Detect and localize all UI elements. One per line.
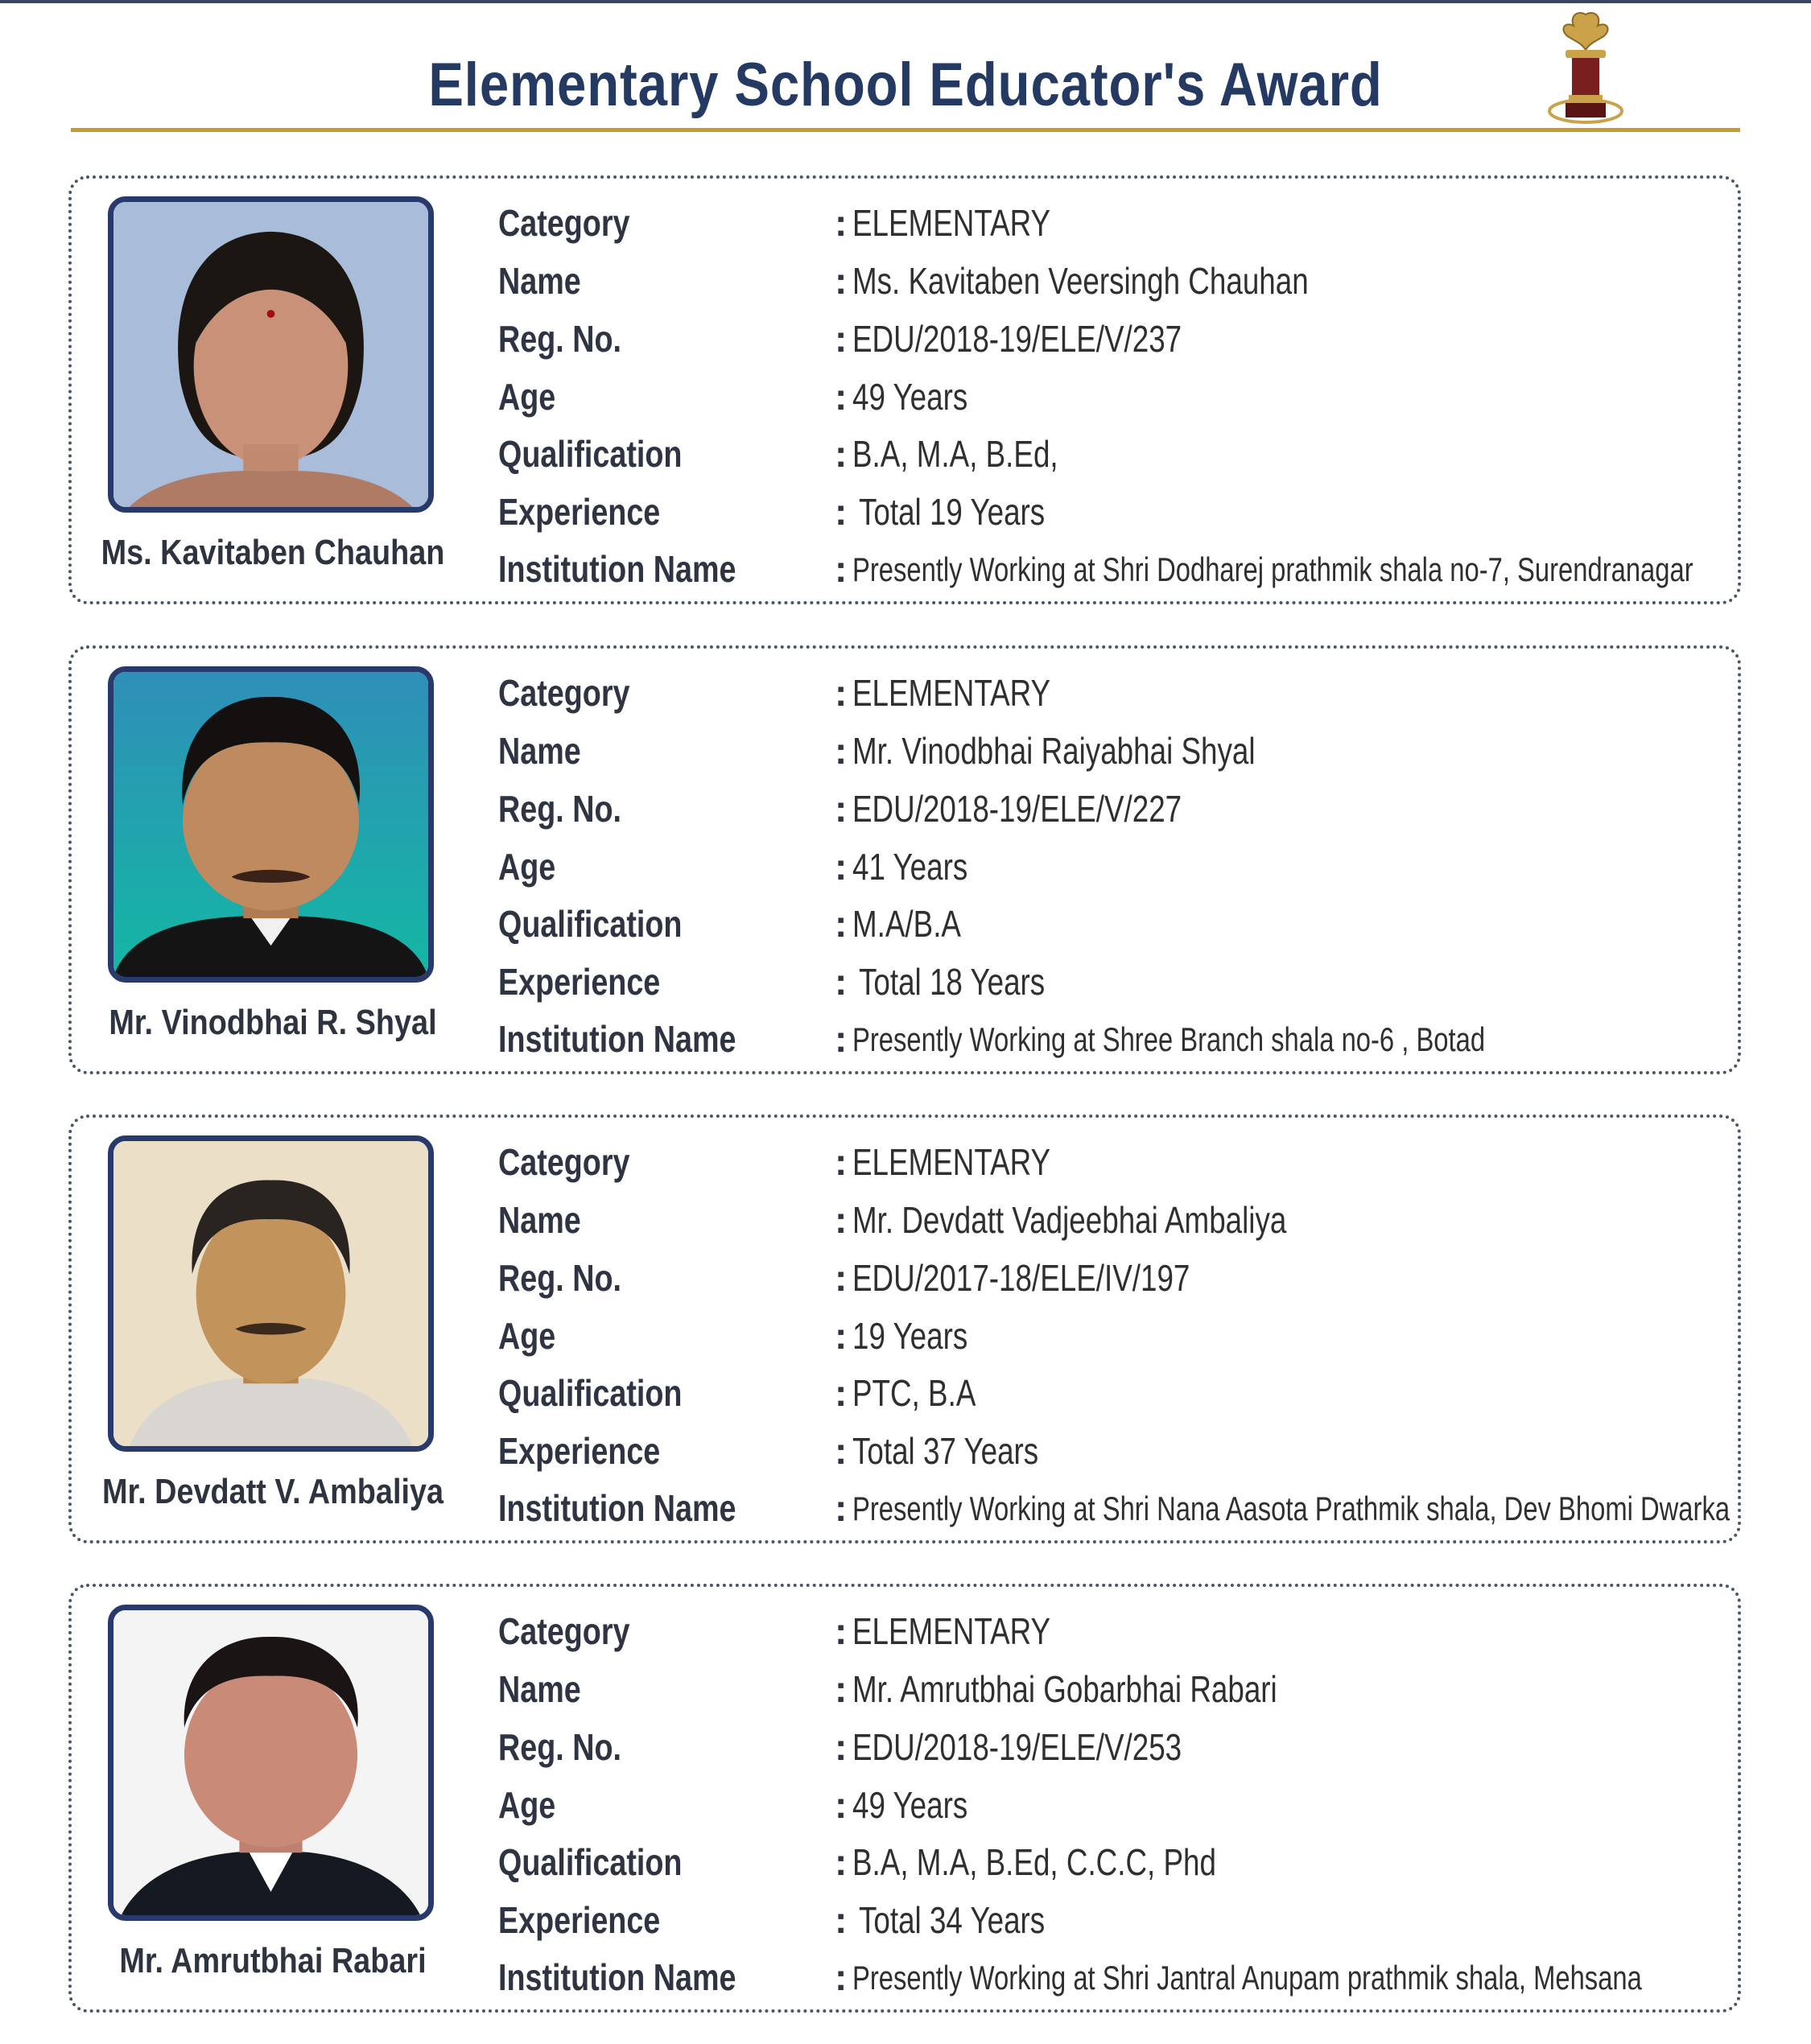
separator: : bbox=[835, 202, 848, 244]
name-label: Name bbox=[498, 730, 581, 772]
experience-label: Experience bbox=[498, 491, 661, 533]
institution-row bbox=[498, 547, 1738, 604]
qualification-row bbox=[498, 1840, 1738, 1897]
experience-label: Experience bbox=[498, 1899, 661, 1941]
reg-no-value: EDU/2018-19/ELE/V/227 bbox=[852, 788, 1182, 830]
category-label: Category bbox=[498, 202, 630, 244]
category-value: ELEMENTARY bbox=[852, 202, 1051, 244]
awardee-photo bbox=[108, 666, 434, 983]
category-value: ELEMENTARY bbox=[852, 1141, 1051, 1183]
name-value: Mr. Devdatt Vadjeebhai Ambaliya bbox=[852, 1199, 1287, 1241]
category-value: ELEMENTARY bbox=[852, 672, 1051, 714]
awardee-card bbox=[68, 1584, 1741, 2013]
separator: : bbox=[835, 548, 848, 590]
qualification-row bbox=[498, 902, 1738, 958]
awardee-caption: Mr. Amrutbhai Rabari bbox=[119, 1941, 427, 1980]
qualification-label: Qualification bbox=[498, 1841, 683, 1883]
page-title: Elementary School Educator's Award bbox=[428, 51, 1383, 119]
age-row bbox=[498, 845, 1738, 901]
reg-no-row bbox=[498, 317, 1738, 373]
separator: : bbox=[835, 730, 848, 772]
institution-row bbox=[498, 1017, 1738, 1074]
separator: : bbox=[835, 1430, 848, 1472]
age-row bbox=[498, 1783, 1738, 1840]
institution-value: Presently Working at Shree Branch shala no-6 , Botad bbox=[852, 1020, 1486, 1058]
separator: : bbox=[835, 1841, 848, 1883]
reg-no-label: Reg. No. bbox=[498, 318, 621, 360]
qualification-label: Qualification bbox=[498, 433, 683, 475]
experience-value: Total 34 Years bbox=[859, 1899, 1046, 1941]
reg-no-value: EDU/2018-19/ELE/V/253 bbox=[852, 1726, 1182, 1768]
name-label: Name bbox=[498, 260, 581, 302]
separator: : bbox=[835, 376, 848, 418]
institution-value: Presently Working at Shri Dodharej prathmik shala no-7, Surendranagar bbox=[852, 550, 1693, 588]
institution-row bbox=[498, 1486, 1738, 1543]
experience-value: Total 37 Years bbox=[852, 1430, 1039, 1472]
separator: : bbox=[835, 1899, 848, 1941]
separator: : bbox=[835, 903, 848, 945]
separator: : bbox=[835, 788, 848, 830]
name-row bbox=[498, 729, 1738, 785]
name-value: Mr. Vinodbhai Raiyabhai Shyal bbox=[852, 730, 1256, 772]
experience-row bbox=[498, 960, 1738, 1016]
name-value: Ms. Kavitaben Veersingh Chauhan bbox=[852, 260, 1309, 302]
awardee-card bbox=[68, 1115, 1741, 1543]
awardee-caption: Mr. Vinodbhai R. Shyal bbox=[109, 1003, 437, 1042]
separator: : bbox=[835, 1372, 848, 1414]
institution-label: Institution Name bbox=[498, 1487, 736, 1529]
awardee-photo bbox=[108, 1135, 434, 1452]
awardee-photo bbox=[108, 1605, 434, 1921]
institution-value: Presently Working at Shri Nana Aasota Prathmik shala, Dev Bhomi Dwarka bbox=[852, 1490, 1731, 1527]
age-label: Age bbox=[498, 376, 556, 418]
name-label: Name bbox=[498, 1668, 581, 1710]
qualification-value: PTC, B.A bbox=[852, 1372, 976, 1414]
qualification-value: M.A/B.A bbox=[852, 903, 961, 945]
separator: : bbox=[835, 1199, 848, 1241]
awardee-caption: Mr. Devdatt V. Ambaliya bbox=[101, 1472, 444, 1511]
category-label: Category bbox=[498, 1610, 630, 1652]
title-underline bbox=[71, 128, 1740, 132]
separator: : bbox=[835, 260, 848, 302]
institution-label: Institution Name bbox=[498, 1956, 736, 1998]
category-row bbox=[498, 201, 1738, 258]
awardee-photo bbox=[108, 196, 434, 513]
name-value: Mr. Amrutbhai Gobarbhai Rabari bbox=[852, 1668, 1277, 1710]
experience-label: Experience bbox=[498, 961, 661, 1003]
age-value: 49 Years bbox=[852, 376, 968, 418]
separator: : bbox=[835, 1487, 848, 1529]
age-label: Age bbox=[498, 1784, 556, 1826]
qualification-value: B.A, M.A, B.Ed, C.C.C, Phd bbox=[852, 1841, 1216, 1883]
qualification-value: B.A, M.A, B.Ed, bbox=[852, 433, 1058, 475]
separator: : bbox=[835, 1141, 848, 1183]
top-border bbox=[0, 0, 1811, 3]
separator: : bbox=[835, 672, 848, 714]
institution-label: Institution Name bbox=[498, 548, 736, 590]
separator: : bbox=[835, 1726, 848, 1768]
experience-row bbox=[498, 1429, 1738, 1486]
reg-no-row bbox=[498, 1256, 1738, 1313]
age-label: Age bbox=[498, 846, 556, 888]
reg-no-label: Reg. No. bbox=[498, 1726, 621, 1768]
institution-value: Presently Working at Shri Jantral Anupam prathmik shala, Mehsana bbox=[852, 1959, 1642, 1997]
separator: : bbox=[835, 846, 848, 888]
category-row bbox=[498, 671, 1738, 727]
age-row bbox=[498, 375, 1738, 431]
awardee-card bbox=[68, 175, 1741, 604]
reg-no-label: Reg. No. bbox=[498, 788, 621, 830]
separator: : bbox=[835, 491, 848, 533]
name-row bbox=[498, 1198, 1738, 1255]
reg-no-value: EDU/2017-18/ELE/IV/197 bbox=[852, 1257, 1190, 1299]
qualification-label: Qualification bbox=[498, 1372, 683, 1414]
qualification-label: Qualification bbox=[498, 903, 683, 945]
reg-no-label: Reg. No. bbox=[498, 1257, 621, 1299]
separator: : bbox=[835, 1315, 848, 1357]
separator: : bbox=[835, 1610, 848, 1652]
experience-value: Total 19 Years bbox=[859, 491, 1046, 533]
experience-value: Total 18 Years bbox=[859, 961, 1046, 1003]
separator: : bbox=[835, 961, 848, 1003]
awardee-caption: Ms. Kavitaben Chauhan bbox=[101, 533, 445, 572]
separator: : bbox=[835, 433, 848, 475]
age-value: 19 Years bbox=[852, 1315, 968, 1357]
qualification-row bbox=[498, 1371, 1738, 1428]
institution-label: Institution Name bbox=[498, 1018, 736, 1060]
age-row bbox=[498, 1314, 1738, 1370]
category-label: Category bbox=[498, 672, 630, 714]
separator: : bbox=[835, 318, 848, 360]
category-row bbox=[498, 1609, 1738, 1666]
experience-row bbox=[498, 1898, 1738, 1955]
reg-no-row bbox=[498, 1725, 1738, 1782]
institution-row bbox=[498, 1955, 1738, 2012]
category-row bbox=[498, 1140, 1738, 1197]
age-value: 41 Years bbox=[852, 846, 968, 888]
experience-row bbox=[498, 490, 1738, 546]
experience-label: Experience bbox=[498, 1430, 661, 1472]
separator: : bbox=[835, 1257, 848, 1299]
awardee-card bbox=[68, 645, 1741, 1074]
age-value: 49 Years bbox=[852, 1784, 968, 1826]
separator: : bbox=[835, 1668, 848, 1710]
category-value: ELEMENTARY bbox=[852, 1610, 1051, 1652]
separator: : bbox=[835, 1018, 848, 1060]
reg-no-row bbox=[498, 787, 1738, 843]
name-row bbox=[498, 1667, 1738, 1724]
reg-no-value: EDU/2018-19/ELE/V/237 bbox=[852, 318, 1182, 360]
separator: : bbox=[835, 1784, 848, 1826]
category-label: Category bbox=[498, 1141, 630, 1183]
name-row bbox=[498, 259, 1738, 315]
trophy-icon bbox=[1541, 8, 1630, 129]
qualification-row bbox=[498, 432, 1738, 488]
name-label: Name bbox=[498, 1199, 581, 1241]
age-label: Age bbox=[498, 1315, 556, 1357]
separator: : bbox=[835, 1956, 848, 1998]
